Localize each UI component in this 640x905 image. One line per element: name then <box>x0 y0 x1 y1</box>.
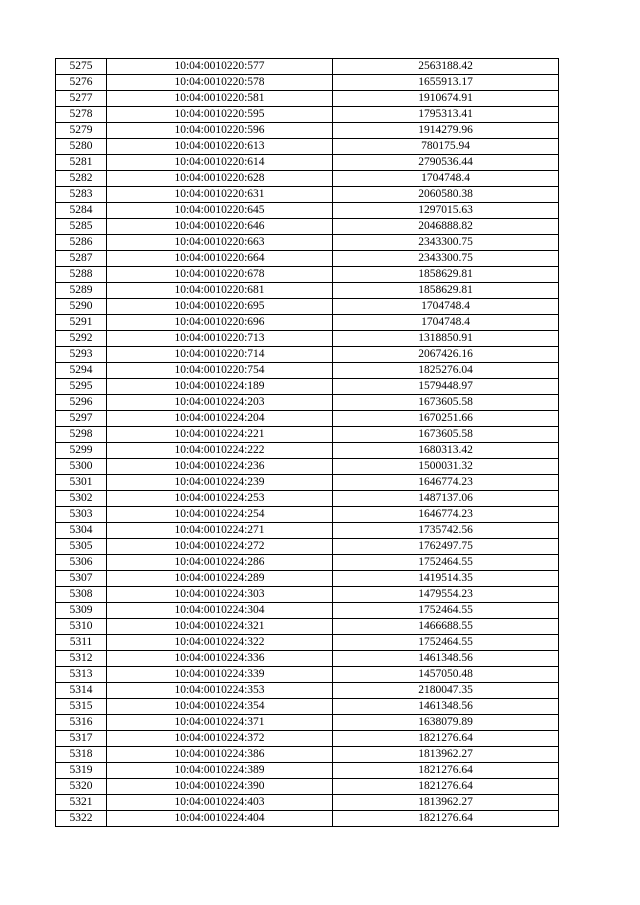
row-number-cell: 5313 <box>56 667 107 683</box>
table-row <box>56 459 559 475</box>
row-number-cell: 5276 <box>56 75 107 91</box>
cadastral-number-cell: 10:04:0010224:204 <box>107 411 333 427</box>
table-row <box>56 91 559 107</box>
row-number-cell: 5293 <box>56 347 107 363</box>
row-number-cell: 5295 <box>56 379 107 395</box>
cadastral-number-cell: 10:04:0010224:272 <box>107 539 333 555</box>
row-number-cell: 5311 <box>56 635 107 651</box>
row-number-cell: 5291 <box>56 315 107 331</box>
cadastral-number-cell: 10:04:0010220:614 <box>107 155 333 171</box>
cadastral-value-cell: 1813962.27 <box>333 795 559 811</box>
row-number-cell: 5305 <box>56 539 107 555</box>
table-row <box>56 187 559 203</box>
table-row <box>56 155 559 171</box>
table-row <box>56 491 559 507</box>
cadastral-number-cell: 10:04:0010224:203 <box>107 395 333 411</box>
row-number-cell: 5322 <box>56 811 107 827</box>
row-number-cell: 5315 <box>56 699 107 715</box>
row-number-cell: 5306 <box>56 555 107 571</box>
row-number-cell: 5279 <box>56 123 107 139</box>
row-number-cell: 5316 <box>56 715 107 731</box>
table-row <box>56 171 559 187</box>
row-number-cell: 5314 <box>56 683 107 699</box>
row-number-cell: 5290 <box>56 299 107 315</box>
table-row <box>56 747 559 763</box>
cadastral-number-cell: 10:04:0010220:713 <box>107 331 333 347</box>
cadastral-number-cell: 10:04:0010224:239 <box>107 475 333 491</box>
cadastral-number-cell: 10:04:0010220:678 <box>107 267 333 283</box>
cadastral-number-cell: 10:04:0010224:354 <box>107 699 333 715</box>
cadastral-value-cell: 1910674.91 <box>333 91 559 107</box>
row-number-cell: 5302 <box>56 491 107 507</box>
cadastral-number-cell: 10:04:0010224:339 <box>107 667 333 683</box>
cadastral-number-cell: 10:04:0010224:386 <box>107 747 333 763</box>
cadastral-value-cell: 1762497.75 <box>333 539 559 555</box>
table-row <box>56 59 559 75</box>
table-row <box>56 683 559 699</box>
cadastral-number-cell: 10:04:0010224:353 <box>107 683 333 699</box>
row-number-cell: 5284 <box>56 203 107 219</box>
cadastral-number-cell: 10:04:0010220:695 <box>107 299 333 315</box>
cadastral-value-cell: 1858629.81 <box>333 267 559 283</box>
cadastral-number-cell: 10:04:0010220:613 <box>107 139 333 155</box>
cadastral-value-cell: 1821276.64 <box>333 811 559 827</box>
row-number-cell: 5292 <box>56 331 107 347</box>
cadastral-number-cell: 10:04:0010224:236 <box>107 459 333 475</box>
cadastral-number-cell: 10:04:0010220:664 <box>107 251 333 267</box>
table-row <box>56 299 559 315</box>
cadastral-value-cell: 1813962.27 <box>333 747 559 763</box>
table-row <box>56 139 559 155</box>
row-number-cell: 5296 <box>56 395 107 411</box>
cadastral-value-cell: 2790536.44 <box>333 155 559 171</box>
cadastral-number-cell: 10:04:0010224:222 <box>107 443 333 459</box>
cadastral-value-cell: 1638079.89 <box>333 715 559 731</box>
row-number-cell: 5280 <box>56 139 107 155</box>
cadastral-value-cell: 1752464.55 <box>333 555 559 571</box>
row-number-cell: 5275 <box>56 59 107 75</box>
cadastral-number-cell: 10:04:0010220:596 <box>107 123 333 139</box>
cadastral-number-cell: 10:04:0010220:696 <box>107 315 333 331</box>
table-row <box>56 651 559 667</box>
cadastral-number-cell: 10:04:0010220:754 <box>107 363 333 379</box>
table-row <box>56 795 559 811</box>
table-row <box>56 763 559 779</box>
cadastral-number-cell: 10:04:0010224:321 <box>107 619 333 635</box>
cadastral-number-cell: 10:04:0010224:371 <box>107 715 333 731</box>
row-number-cell: 5299 <box>56 443 107 459</box>
cadastral-number-cell: 10:04:0010224:404 <box>107 811 333 827</box>
row-number-cell: 5320 <box>56 779 107 795</box>
row-number-cell: 5286 <box>56 235 107 251</box>
row-number-cell: 5289 <box>56 283 107 299</box>
table-row <box>56 587 559 603</box>
row-number-cell: 5287 <box>56 251 107 267</box>
cadastral-value-cell: 1680313.42 <box>333 443 559 459</box>
row-number-cell: 5309 <box>56 603 107 619</box>
table-body <box>56 59 559 827</box>
cadastral-value-cell: 1461348.56 <box>333 651 559 667</box>
cadastral-number-cell: 10:04:0010220:577 <box>107 59 333 75</box>
cadastral-value-cell: 1579448.97 <box>333 379 559 395</box>
cadastral-number-cell: 10:04:0010224:286 <box>107 555 333 571</box>
table-row <box>56 475 559 491</box>
cadastral-number-cell: 10:04:0010220:663 <box>107 235 333 251</box>
table-row <box>56 539 559 555</box>
cadastral-number-cell: 10:04:0010220:628 <box>107 171 333 187</box>
cadastral-value-table <box>55 58 559 827</box>
cadastral-number-cell: 10:04:0010220:631 <box>107 187 333 203</box>
row-number-cell: 5297 <box>56 411 107 427</box>
table-row <box>56 235 559 251</box>
cadastral-number-cell: 10:04:0010224:322 <box>107 635 333 651</box>
table-row <box>56 267 559 283</box>
table-row <box>56 411 559 427</box>
cadastral-number-cell: 10:04:0010224:390 <box>107 779 333 795</box>
cadastral-value-cell: 1670251.66 <box>333 411 559 427</box>
row-number-cell: 5278 <box>56 107 107 123</box>
cadastral-number-cell: 10:04:0010224:253 <box>107 491 333 507</box>
cadastral-value-cell: 1825276.04 <box>333 363 559 379</box>
table-row <box>56 571 559 587</box>
cadastral-number-cell: 10:04:0010224:303 <box>107 587 333 603</box>
table-row <box>56 203 559 219</box>
cadastral-value-cell: 2563188.42 <box>333 59 559 75</box>
table-row <box>56 347 559 363</box>
cadastral-value-cell: 1752464.55 <box>333 635 559 651</box>
cadastral-value-cell: 1419514.35 <box>333 571 559 587</box>
cadastral-value-cell: 1655913.17 <box>333 75 559 91</box>
cadastral-number-cell: 10:04:0010220:646 <box>107 219 333 235</box>
cadastral-number-cell: 10:04:0010220:581 <box>107 91 333 107</box>
cadastral-number-cell: 10:04:0010224:271 <box>107 523 333 539</box>
row-number-cell: 5319 <box>56 763 107 779</box>
cadastral-value-cell: 1466688.55 <box>333 619 559 635</box>
row-number-cell: 5310 <box>56 619 107 635</box>
cadastral-number-cell: 10:04:0010220:714 <box>107 347 333 363</box>
table-row <box>56 635 559 651</box>
row-number-cell: 5300 <box>56 459 107 475</box>
table-row <box>56 523 559 539</box>
cadastral-number-cell: 10:04:0010220:595 <box>107 107 333 123</box>
cadastral-value-cell: 2343300.75 <box>333 235 559 251</box>
row-number-cell: 5308 <box>56 587 107 603</box>
row-number-cell: 5281 <box>56 155 107 171</box>
table-row <box>56 75 559 91</box>
cadastral-value-cell: 2046888.82 <box>333 219 559 235</box>
cadastral-value-cell: 1461348.56 <box>333 699 559 715</box>
table-row <box>56 779 559 795</box>
table-row <box>56 699 559 715</box>
cadastral-value-cell: 1914279.96 <box>333 123 559 139</box>
cadastral-value-cell: 1646774.23 <box>333 475 559 491</box>
cadastral-number-cell: 10:04:0010220:645 <box>107 203 333 219</box>
table-row <box>56 123 559 139</box>
cadastral-value-cell: 1821276.64 <box>333 779 559 795</box>
row-number-cell: 5321 <box>56 795 107 811</box>
cadastral-value-cell: 2180047.35 <box>333 683 559 699</box>
table-row <box>56 363 559 379</box>
cadastral-number-cell: 10:04:0010224:289 <box>107 571 333 587</box>
table-row <box>56 315 559 331</box>
cadastral-value-cell: 1487137.06 <box>333 491 559 507</box>
row-number-cell: 5304 <box>56 523 107 539</box>
row-number-cell: 5277 <box>56 91 107 107</box>
cadastral-value-cell: 1479554.23 <box>333 587 559 603</box>
cadastral-number-cell: 10:04:0010224:221 <box>107 427 333 443</box>
cadastral-number-cell: 10:04:0010220:578 <box>107 75 333 91</box>
cadastral-value-cell: 1704748.4 <box>333 315 559 331</box>
table-row <box>56 395 559 411</box>
cadastral-value-cell: 1735742.56 <box>333 523 559 539</box>
cadastral-value-cell: 1858629.81 <box>333 283 559 299</box>
table-row <box>56 443 559 459</box>
cadastral-value-cell: 780175.94 <box>333 139 559 155</box>
row-number-cell: 5288 <box>56 267 107 283</box>
cadastral-value-cell: 1821276.64 <box>333 763 559 779</box>
cadastral-value-cell: 1297015.63 <box>333 203 559 219</box>
row-number-cell: 5318 <box>56 747 107 763</box>
cadastral-value-cell: 1673605.58 <box>333 395 559 411</box>
table-row <box>56 667 559 683</box>
cadastral-number-cell: 10:04:0010224:389 <box>107 763 333 779</box>
row-number-cell: 5317 <box>56 731 107 747</box>
row-number-cell: 5282 <box>56 171 107 187</box>
table-row <box>56 715 559 731</box>
table-row <box>56 731 559 747</box>
cadastral-number-cell: 10:04:0010224:372 <box>107 731 333 747</box>
cadastral-number-cell: 10:04:0010224:189 <box>107 379 333 395</box>
row-number-cell: 5312 <box>56 651 107 667</box>
row-number-cell: 5307 <box>56 571 107 587</box>
row-number-cell: 5294 <box>56 363 107 379</box>
cadastral-value-cell: 1821276.64 <box>333 731 559 747</box>
cadastral-number-cell: 10:04:0010220:681 <box>107 283 333 299</box>
row-number-cell: 5283 <box>56 187 107 203</box>
row-number-cell: 5298 <box>56 427 107 443</box>
table-row <box>56 619 559 635</box>
table-row <box>56 427 559 443</box>
table-row <box>56 219 559 235</box>
cadastral-value-cell: 1457050.48 <box>333 667 559 683</box>
cadastral-value-cell: 1795313.41 <box>333 107 559 123</box>
table-row <box>56 107 559 123</box>
cadastral-value-cell: 2067426.16 <box>333 347 559 363</box>
table-row <box>56 507 559 523</box>
cadastral-value-cell: 1500031.32 <box>333 459 559 475</box>
cadastral-number-cell: 10:04:0010224:254 <box>107 507 333 523</box>
row-number-cell: 5303 <box>56 507 107 523</box>
cadastral-value-cell: 1704748.4 <box>333 299 559 315</box>
table-row <box>56 283 559 299</box>
cadastral-number-cell: 10:04:0010224:336 <box>107 651 333 667</box>
cadastral-value-cell: 2343300.75 <box>333 251 559 267</box>
row-number-cell: 5301 <box>56 475 107 491</box>
cadastral-value-cell: 2060580.38 <box>333 187 559 203</box>
table-row <box>56 811 559 827</box>
cadastral-value-cell: 1704748.4 <box>333 171 559 187</box>
table-row <box>56 379 559 395</box>
cadastral-number-cell: 10:04:0010224:403 <box>107 795 333 811</box>
cadastral-value-cell: 1673605.58 <box>333 427 559 443</box>
cadastral-number-cell: 10:04:0010224:304 <box>107 603 333 619</box>
table-row <box>56 251 559 267</box>
cadastral-value-cell: 1646774.23 <box>333 507 559 523</box>
cadastral-value-cell: 1752464.55 <box>333 603 559 619</box>
row-number-cell: 5285 <box>56 219 107 235</box>
table-row <box>56 331 559 347</box>
cadastral-value-cell: 1318850.91 <box>333 331 559 347</box>
table-row <box>56 555 559 571</box>
table-row <box>56 603 559 619</box>
